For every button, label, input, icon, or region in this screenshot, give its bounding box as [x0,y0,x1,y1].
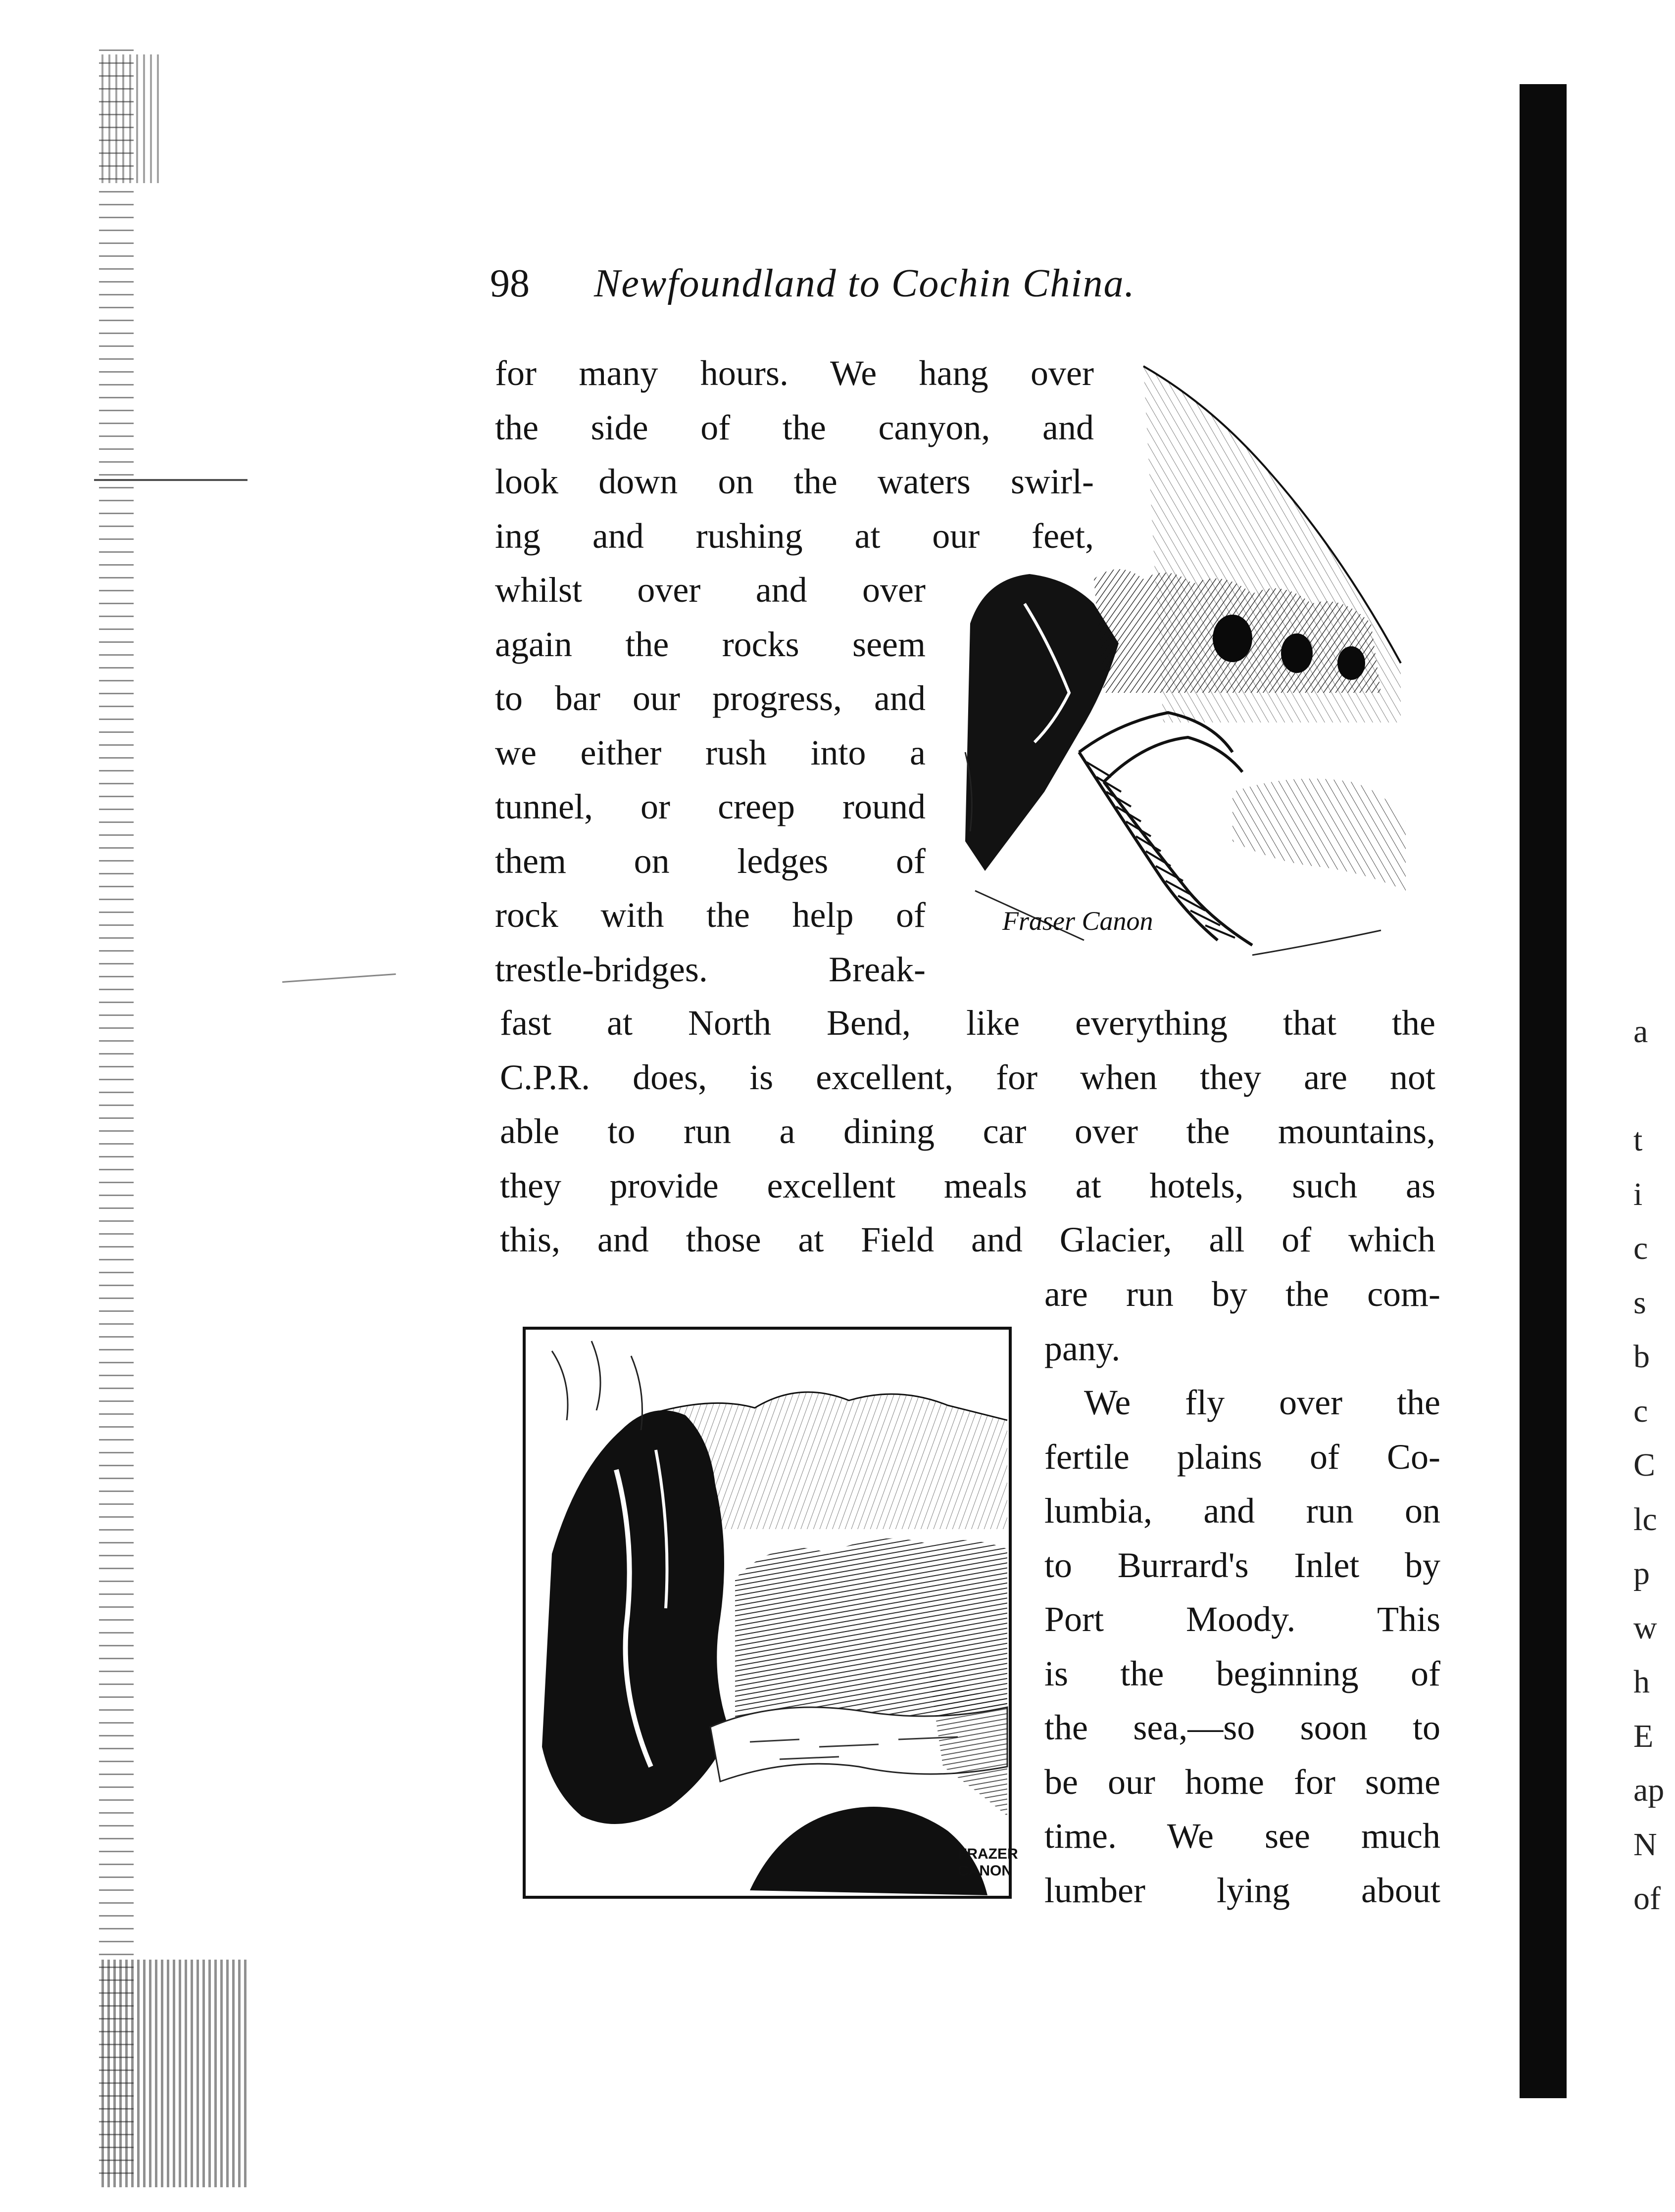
scan-line-artifact [94,479,247,481]
fragment-line: t [1633,1122,1643,1158]
text-line: we either rush into a [495,732,926,772]
fragment-line: h [1633,1664,1650,1700]
text-line: be our home for some [1044,1762,1440,1802]
text-line: to Burrard's Inlet by [1044,1545,1440,1585]
text-line: whilst over and over [495,570,926,610]
canyon-railway-drawing [955,346,1416,970]
text-line: the sea,—so soon to [1044,1708,1440,1747]
text-block-beside-illustration [495,563,926,997]
fragment-line: ap [1633,1772,1665,1808]
left-scan-edge-top [101,54,161,183]
fragment-line: a [1633,1013,1648,1050]
fragment-line: C [1633,1447,1656,1483]
text-line: We fly over the [1084,1383,1440,1422]
illustration-signature: Fraser Canon [1002,906,1153,936]
text-line: ing and rushing at our feet, [495,516,1094,556]
fragment-line: b [1633,1339,1650,1375]
text-line: is the beginning of [1044,1653,1440,1693]
text-line: fertile plains of Co- [1044,1437,1440,1477]
fragment-line: E [1633,1718,1654,1754]
text-line: they provide excellent meals at hotels, such as [500,1165,1435,1205]
fragment-line: lc [1633,1501,1657,1538]
text-line: again the rocks seem [495,624,926,664]
text-line: time. We see much [1044,1816,1440,1856]
fragment-line: N [1633,1826,1657,1863]
text-line: look down on the waters swirl- [495,462,1094,501]
page-number: 98 [490,262,530,305]
text-line: them on ledges of [495,841,926,881]
text-line: the side of the canyon, and [495,407,1094,447]
frazer-canon-illustration [522,1321,1018,1900]
text-line: lumbia, and run on [1044,1491,1440,1531]
text-line: able to run a dining car over the mountains, [500,1111,1435,1151]
frazer-canon-drawing [522,1321,1018,1900]
text-block-right-column [1044,1267,1440,1918]
fragment-line: of [1633,1880,1661,1917]
fragment-line: c [1633,1230,1648,1266]
text-line: to bar our progress, and [495,678,926,718]
caption-line: FRAZER [958,1846,1018,1862]
text-line: this, and those at Field and Glacier, all of which [500,1220,1435,1259]
text-line: rock with the help of [495,895,926,935]
scan-line-artifact [282,973,396,983]
canyon-railway-illustration [955,346,1416,970]
text-block-full-width [500,996,1435,1267]
page-header [490,256,1341,311]
text-line: pany. [1044,1328,1121,1368]
fragment-line [1633,1059,1675,1113]
fragment-line: p [1633,1555,1650,1591]
text-line: Port Moody. This [1044,1599,1440,1639]
text-line: C.P.R. does, is excellent, for when they are not [500,1057,1435,1097]
text-line: are run by the com- [1044,1274,1440,1314]
text-line: trestle-bridges. Break- [495,949,926,989]
left-scan-edge [99,49,134,2177]
fragment-line: c [1633,1393,1648,1429]
left-scan-edge-bottom [101,1960,250,2187]
text-line: lumber lying about [1044,1870,1440,1910]
binding-shadow-band [1520,84,1567,2098]
fragment-line: w [1633,1609,1657,1646]
caption-line: CANON [958,1863,1012,1879]
text-line: for many hours. We hang over [495,353,1094,393]
text-line: tunnel, or creep round [495,787,926,826]
running-title: Newfoundland to Cochin China. [594,262,1135,305]
fragment-line: i [1633,1176,1643,1212]
text-line: fast at North Bend, like everything that the [500,1003,1435,1043]
fragment-line: s [1633,1284,1646,1321]
illustration-caption [958,1846,1018,1879]
facing-page-fragments [1633,1005,1675,1926]
